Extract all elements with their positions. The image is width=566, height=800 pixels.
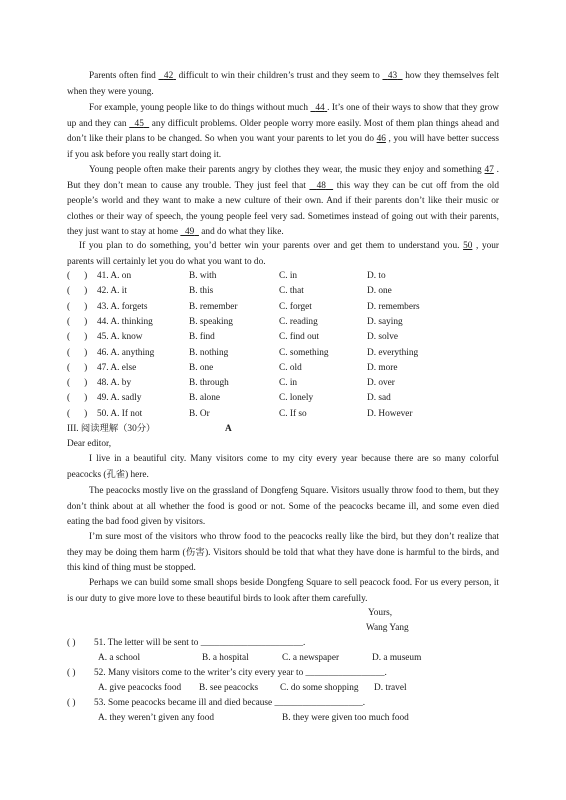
option-b[interactable]: B. with <box>189 271 217 281</box>
option-c[interactable]: C. old <box>279 362 302 373</box>
text: difficult to win their children’s trust and they seem to <box>175 71 383 81</box>
option-b[interactable]: B. speaking <box>189 316 233 327</box>
option-c[interactable]: C. do some shopping <box>280 683 359 693</box>
text: , your parents will certainly let you do what you want to do. <box>67 241 499 267</box>
text: . But they don’t mean to cause any trouble. They just feel that <box>67 165 499 191</box>
option-c[interactable]: C. forget <box>279 301 312 312</box>
option-b[interactable]: B. this <box>189 286 214 297</box>
answer-bracket[interactable]: ( ) <box>67 698 76 708</box>
option-d[interactable]: D. sad <box>367 393 391 404</box>
blank-43: 43 <box>387 71 398 81</box>
question-51-stem: 51. The letter will be sent to ______________________. <box>94 638 306 648</box>
option-c[interactable]: C. a newspaper <box>282 653 340 663</box>
option-row <box>67 330 507 345</box>
answer-bracket[interactable] <box>67 315 87 330</box>
text: Parents often find <box>89 71 159 81</box>
option-row <box>67 269 507 284</box>
answer-bracket[interactable] <box>67 269 87 284</box>
option-c[interactable]: C. lonely <box>279 393 314 404</box>
option-a[interactable]: 44. A. thinking <box>97 316 153 327</box>
question-52-stem: 52. Many visitors come to the writer’s city every year to _________________. <box>94 668 387 678</box>
blank-45: 45 <box>134 118 144 129</box>
option-b[interactable]: B. through <box>189 378 229 389</box>
option-d[interactable]: D. more <box>367 362 398 373</box>
close-paren: ) <box>84 332 88 343</box>
close-paren: ) <box>84 393 88 404</box>
open-paren: ( <box>67 316 71 327</box>
close-paren: ) <box>84 271 88 281</box>
option-a[interactable]: 48. A. by <box>97 378 132 389</box>
option-a[interactable]: 49. A. sadly <box>97 393 142 404</box>
option-d[interactable]: D. over <box>367 378 395 389</box>
option-row <box>67 346 507 361</box>
option-row <box>67 361 507 376</box>
open-paren: ( <box>67 347 71 358</box>
option-c[interactable]: C. find out <box>279 332 320 343</box>
blank-49: 49 <box>185 227 195 237</box>
letter-signature: Wang Yang <box>366 623 409 633</box>
open-paren: ( <box>67 362 71 373</box>
answer-bracket[interactable] <box>67 330 87 345</box>
blank-47: 47 <box>484 165 494 175</box>
option-a[interactable]: 45. A. know <box>97 332 143 343</box>
letter-paragraph-3: I’m sure most of the visitors who throw food to the peacocks really like the bird, but they don’t realize that they may be doing them harm (伤害). Visitors should be told that what they have done is harmful to the birds, and this kind of thing must be stopped. <box>67 532 499 573</box>
blank-46: 46 <box>376 134 386 144</box>
option-b[interactable]: B. find <box>189 332 215 343</box>
letter-closing: Yours, <box>368 608 393 618</box>
option-c[interactable]: C. that <box>279 286 304 297</box>
answer-bracket[interactable] <box>67 407 87 422</box>
option-a[interactable]: A. a school <box>98 653 141 663</box>
answer-bracket[interactable] <box>67 361 87 376</box>
blank-42: 42 <box>163 71 174 81</box>
close-paren: ) <box>84 362 88 373</box>
cloze-paragraph-1 <box>67 69 499 100</box>
option-b[interactable]: B. a hospital <box>202 653 249 663</box>
option-a[interactable]: 46. A. anything <box>97 347 155 358</box>
option-d[interactable]: D. remembers <box>367 301 420 312</box>
text: and do what they like. <box>198 227 284 237</box>
option-b[interactable]: B. one <box>189 362 214 373</box>
open-paren: ( <box>67 271 71 281</box>
part-label: A <box>225 424 232 434</box>
option-b[interactable]: B. nothing <box>189 347 229 358</box>
option-d[interactable]: D. a museum <box>372 653 422 663</box>
text: , you will have better success if you ask before you really start doing it. <box>67 134 499 160</box>
option-row <box>67 376 507 391</box>
option-b[interactable]: B. they were given too much food <box>282 713 409 723</box>
text: Young people often make their parents angry by clothes they wear, the music they enjoy and something <box>89 165 485 175</box>
letter-salutation: Dear editor, <box>67 439 112 449</box>
option-row <box>67 391 507 406</box>
option-b[interactable]: B. remember <box>189 301 238 312</box>
option-a[interactable]: 50. A. If not <box>97 408 143 419</box>
close-paren: ) <box>84 286 88 297</box>
option-d[interactable]: D. travel <box>374 683 407 693</box>
option-d[interactable]: D. solve <box>367 332 398 343</box>
close-paren: ) <box>84 316 88 327</box>
cloze-paragraph-3 <box>67 163 499 241</box>
option-c[interactable]: C. in <box>279 378 298 389</box>
open-paren: ( <box>67 408 71 419</box>
text: . It’s one of their ways to show that they grow up and they can <box>67 103 499 129</box>
option-a[interactable]: A. they weren’t given any food <box>98 713 215 723</box>
option-row <box>67 315 507 330</box>
option-a[interactable]: 43. A. forgets <box>97 301 148 312</box>
blank-50: 50 <box>463 241 473 251</box>
answer-bracket[interactable] <box>67 346 87 361</box>
blank-48: 48 <box>316 180 326 191</box>
text: this way they can be cut off from the old people’s world and they want to make a new culture of their own. And if their parents don’t like their music or clothes or their way of speech, the young people feel very sad. Sometimes instead of going out with their parents, they just want to stay at home <box>67 180 500 237</box>
answer-bracket[interactable] <box>67 284 87 299</box>
option-c[interactable]: C. reading <box>279 316 318 327</box>
option-d[interactable]: D. However <box>367 408 413 419</box>
open-paren: ( <box>67 301 71 312</box>
text: If you plan to do something, you’d better win your parents over and get them to understand you. <box>79 241 464 251</box>
option-a[interactable]: 41. A. on <box>97 271 132 281</box>
option-a[interactable]: A. give peacocks food <box>98 683 182 693</box>
option-a[interactable]: 42. A. it <box>97 286 127 297</box>
option-b[interactable]: B. see peacocks <box>199 683 259 693</box>
option-c[interactable]: C. something <box>279 347 329 358</box>
option-d[interactable]: D. everything <box>367 347 419 358</box>
option-d[interactable]: D. saying <box>367 316 403 327</box>
open-paren: ( <box>67 393 71 404</box>
close-paren: ) <box>84 378 88 389</box>
letter-paragraph-2: The peacocks mostly live on the grassland of Dongfeng Square. Visitors usually throw food to them, but they don’t think about at all whether the food is good or not. Some of the peacocks became ill, and some even died eating the bad food given by visitors. <box>67 486 499 527</box>
open-paren: ( <box>67 332 71 343</box>
letter-paragraph-4: Perhaps we can build some small shops beside Dongfeng Square to sell peacock food. For us every person, it is our duty to give more love to these beautiful birds to look after them carefully. <box>67 578 499 604</box>
cloze-paragraph-2 <box>67 101 499 163</box>
text: For example, young people like to do things without much <box>89 103 311 113</box>
option-b[interactable]: B. alone <box>189 393 220 404</box>
close-paren: ) <box>84 347 88 358</box>
section-title: III. 阅读理解（30分） <box>67 424 156 434</box>
option-row <box>67 284 507 299</box>
open-paren: ( <box>67 378 71 389</box>
option-d[interactable]: D. one <box>367 286 392 297</box>
answer-bracket[interactable]: ( ) <box>67 668 76 678</box>
letter-paragraph-1: I live in a beautiful city. Many visitors come to my city every year because there are so many colorful peacocks (孔雀) here. <box>67 454 499 480</box>
blank-44: 44 <box>315 103 325 113</box>
option-b[interactable]: B. Or <box>189 408 210 419</box>
cloze-paragraph-4 <box>67 239 499 270</box>
option-d[interactable]: D. to <box>367 271 386 281</box>
option-c[interactable]: C. in <box>279 271 298 281</box>
text: any difficult problems. Older people worry more easily. Most of them plan things ahead and don’t like their plans to be changed. So when you want your parents to let you do <box>67 118 499 144</box>
close-paren: ) <box>84 301 88 312</box>
answer-bracket[interactable] <box>67 376 87 391</box>
option-a[interactable]: 47. A. else <box>97 362 137 373</box>
close-paren: ) <box>84 408 88 419</box>
option-row <box>67 407 507 422</box>
text: how they themselves felt when they were young. <box>67 71 500 97</box>
option-row <box>67 300 507 315</box>
answer-bracket[interactable] <box>67 391 87 406</box>
answer-bracket[interactable] <box>67 300 87 315</box>
open-paren: ( <box>67 286 71 297</box>
answer-bracket[interactable]: ( ) <box>67 638 76 648</box>
question-53-stem: 53. Some peacocks became ill and died because ___________________. <box>94 698 366 708</box>
option-c[interactable]: C. If so <box>279 408 307 419</box>
